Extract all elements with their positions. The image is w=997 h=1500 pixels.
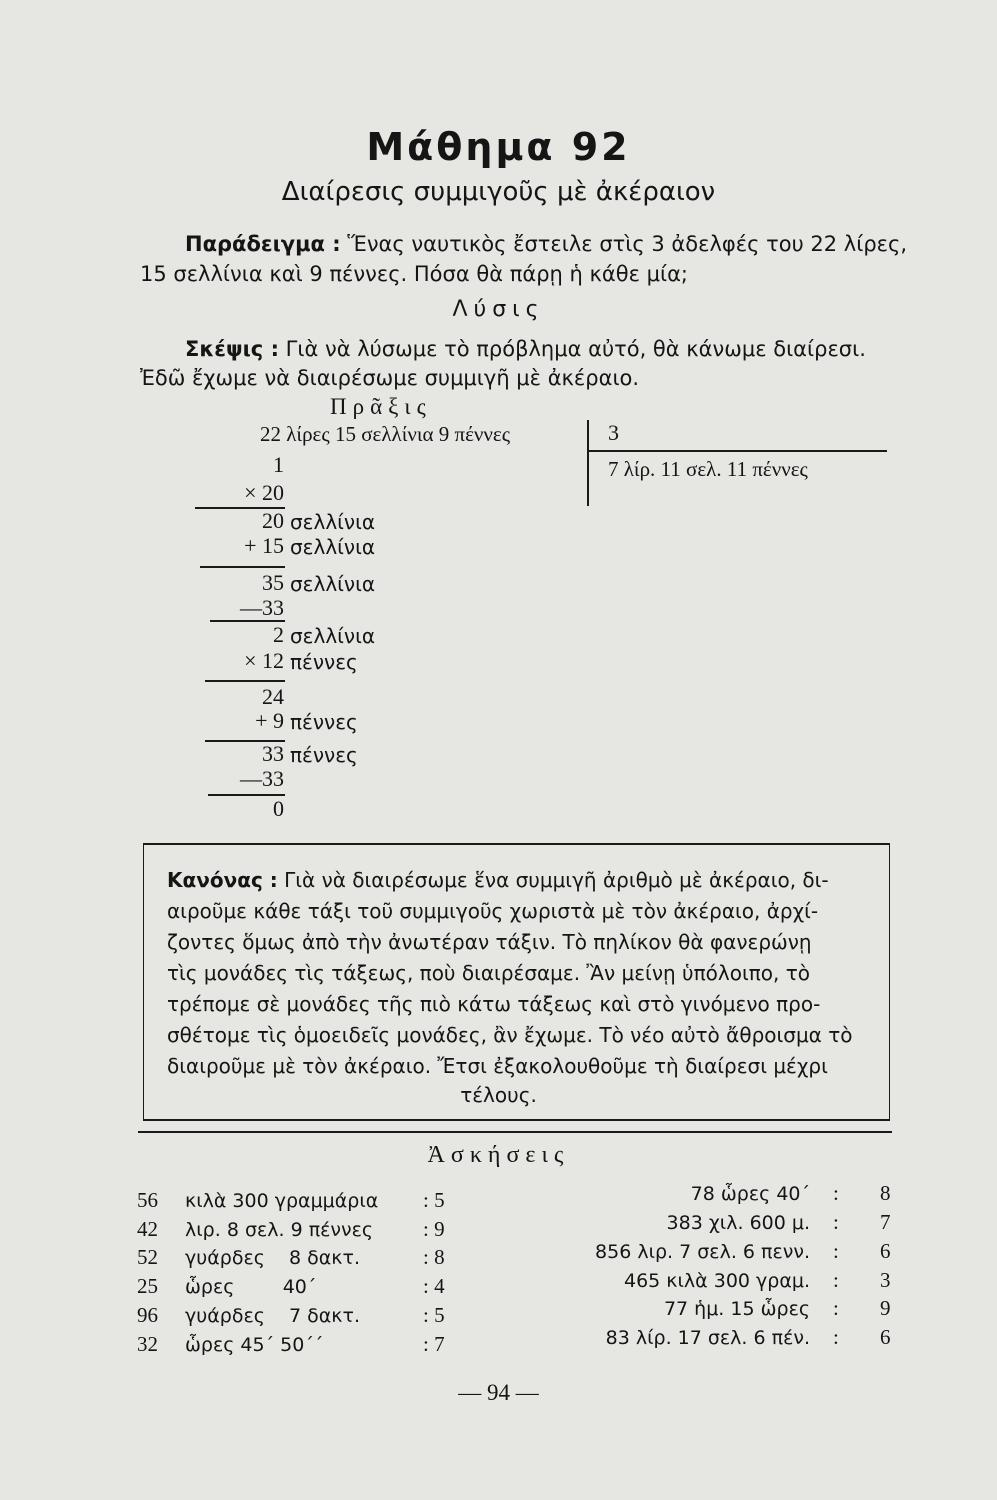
exercise-right-text: 77 ἡμ. 15 ὧρες <box>663 1298 810 1320</box>
exercise-left-text: ὧρες 40΄ <box>185 1276 317 1298</box>
exercise-right-colon: : <box>833 1210 839 1234</box>
exercise-right-colon: : <box>833 1268 839 1292</box>
step-num: 35 <box>262 570 284 595</box>
exercise-right-divisor: 6 <box>880 1239 891 1263</box>
exercise-right-divisor: 9 <box>880 1296 891 1320</box>
step-num: —33 <box>240 595 284 620</box>
thought-line-1: Σκέψις : Γιὰ νὰ λύσωμε τὸ πρόβλημα αὐτό, θὰ κάνωμε διαίρεσι. <box>185 337 866 361</box>
exercise-right-text: 856 λιρ. 7 σελ. 6 πενν. <box>595 1241 810 1263</box>
exercise-left-divisor: : 8 <box>423 1245 445 1269</box>
exercise-left-divisor: : 7 <box>423 1332 445 1356</box>
rule-line: τρέπομε σὲ μονάδες τῆς πιὸ κάτω τάξεως καὶ στὸ γινόμενο προ- <box>167 992 821 1016</box>
step-label: σελλίνια <box>290 535 376 559</box>
exercise-left-number: 42 <box>137 1217 158 1241</box>
exercise-left-text: ὧρες 45΄ 50΄΄ <box>185 1334 324 1356</box>
exercise-left-text: γυάρδες 7 δακτ. <box>185 1305 360 1327</box>
step-label: σελλίνια <box>290 572 376 596</box>
rule-line: σθέτομε τὶς ὁμοειδεῖς μονάδες, ἂν ἔχωμε. Τὸ νέο αὐτὸ ἄθροισμα τὸ <box>167 1023 853 1047</box>
step-rule <box>200 566 285 568</box>
exercise-right-divisor: 8 <box>880 1181 891 1205</box>
exercise-left-number: 25 <box>137 1274 158 1298</box>
thought-label: Σκέψις : <box>185 337 279 361</box>
rule-box-bottom-double <box>138 1131 892 1133</box>
page-title: Μάθημα 92 <box>366 125 631 169</box>
thought-line-2: Ἐδῶ ἔχωμε νὰ διαιρέσωμε συμμιγῆ μὲ ἀκέραιο. <box>140 366 640 390</box>
exercise-right-colon: : <box>833 1296 839 1320</box>
step-label: σελλίνια <box>290 510 376 534</box>
exercise-left-divisor: : 5 <box>423 1188 445 1212</box>
exercise-left-number: 56 <box>137 1188 158 1212</box>
rule-line: αιροῦμε κάθε τάξι τοῦ συμμιγοῦς χωριστὰ μὲ τὸν ἀκέραιο, ἀρχί- <box>167 899 819 923</box>
rule-label: Κανόνας : <box>167 868 278 892</box>
step-num: × 20 <box>244 480 284 505</box>
dividend: 22 λίρες 15 σελλίνια 9 πέννες <box>260 422 511 446</box>
exercise-right-text: 465 κιλὰ 300 γραμ. <box>623 1270 810 1292</box>
step-rule <box>205 680 285 682</box>
example-line-2: 15 σελλίνια καὶ 9 πέννες. Πόσα θὰ πάρῃ ἡ κάθε μία; <box>140 262 688 286</box>
step-num: 1 <box>273 452 284 477</box>
step-label: πέννες <box>290 710 358 734</box>
division-vertical-rule <box>587 420 589 506</box>
step-label: σελλίνια <box>290 624 376 648</box>
example-line-1: Παράδειγμα : Ἕνας ναυτικὸς ἔστειλε στὶς 3 ἀδελφές του 22 λίρες, <box>185 232 908 256</box>
exercise-right-divisor: 3 <box>880 1268 891 1292</box>
rule-last-line: τέλους. <box>460 1083 537 1107</box>
solution-heading: Λύσις <box>452 297 545 322</box>
step-num: 24 <box>262 684 284 709</box>
exercise-left-number: 32 <box>137 1332 158 1356</box>
exercise-left-divisor: : 5 <box>423 1303 445 1327</box>
step-num: 20 <box>262 508 284 533</box>
lesson-subtitle: Διαίρεσις συμμιγοῦς μὲ ἀκέραιον <box>281 177 716 207</box>
step-num: 0 <box>273 796 284 821</box>
step-num: + 15 <box>244 533 284 558</box>
quotient: 7 λίρ. 11 σελ. 11 πέννες <box>608 457 808 481</box>
exercise-left-number: 96 <box>137 1303 158 1327</box>
step-num: 2 <box>273 622 284 647</box>
example-label: Παράδειγμα : <box>185 232 341 256</box>
rule-line: διαιροῦμε μὲ τὸν ἀκέραιο. Ἔτσι ἐξακολουθοῦμε τὴ διαίρεσι μέχρι <box>167 1054 828 1078</box>
exercise-left-text: λιρ. 8 σελ. 9 πέννες <box>185 1219 374 1241</box>
divisor: 3 <box>608 420 619 445</box>
rule-line: τὶς μονάδες τὶς τάξεως, ποὺ διαιρέσαμε. Ἂν μείνῃ ὑπόλοιπο, τὸ <box>167 961 810 985</box>
exercise-left-text: γυάρδες 8 δακτ. <box>185 1247 360 1269</box>
page-number: — 94 — <box>458 1380 539 1405</box>
exercise-right-divisor: 6 <box>880 1325 891 1349</box>
rule-line: ζοντες ὅμως ἀπὸ τὴν ἀνωτέραν τάξιν. Τὸ πηλίκον θὰ φανερώνῃ <box>167 930 812 954</box>
exercise-right-colon: : <box>833 1239 839 1263</box>
exercise-right-colon: : <box>833 1325 839 1349</box>
step-num: + 9 <box>255 708 284 733</box>
exercise-right-text: 383 χιλ. 600 μ. <box>666 1212 810 1234</box>
operation-heading: Πρᾶξις <box>330 394 432 419</box>
exercise-right-text: 83 λίρ. 17 σελ. 6 πέν. <box>605 1327 810 1349</box>
exercises-heading: Ἀσκήσεις <box>427 1142 570 1168</box>
rule-line-0: Κανόνας : Γιὰ νὰ διαιρέσωμε ἕνα συμμιγῆ ἀριθμὸ μὲ ἀκέραιο, δι- <box>167 868 829 892</box>
exercise-left-divisor: : 9 <box>423 1217 445 1241</box>
exercise-left-text: κιλὰ 300 γραμμάρια <box>185 1190 379 1212</box>
exercise-right-text: 78 ὧρες 40΄ <box>690 1183 810 1205</box>
rule-box-bottom <box>143 1119 890 1121</box>
step-num: × 12 <box>244 648 284 673</box>
step-num: 33 <box>262 741 284 766</box>
exercise-left-divisor: : 4 <box>423 1274 445 1298</box>
exercise-left-number: 52 <box>137 1245 158 1269</box>
step-label: πέννες <box>290 650 358 674</box>
step-num: —33 <box>240 766 284 791</box>
exercise-right-colon: : <box>833 1181 839 1205</box>
exercise-right-divisor: 7 <box>880 1210 891 1234</box>
step-label: πέννες <box>290 743 358 767</box>
division-horizontal-rule <box>587 450 887 452</box>
